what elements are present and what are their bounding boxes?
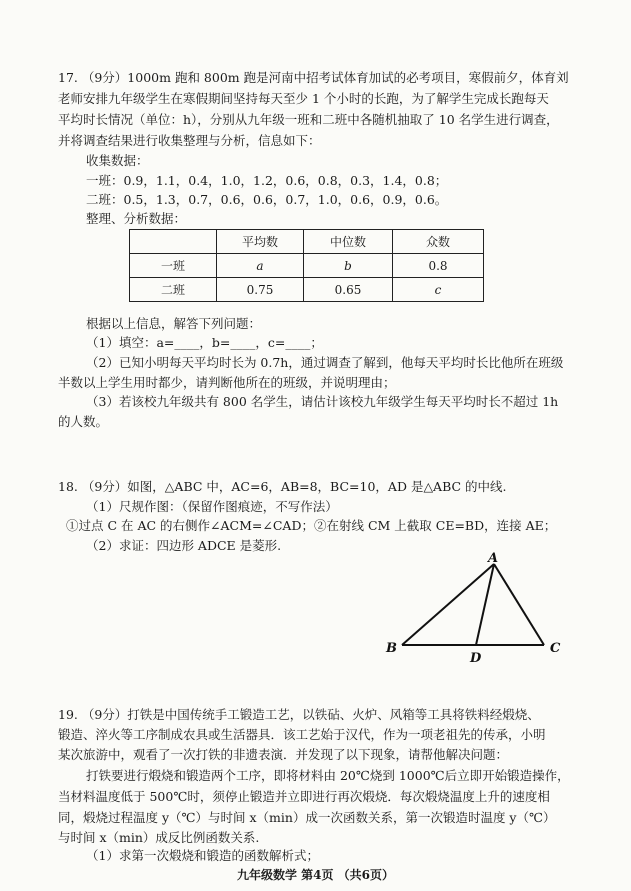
q19-line-7: 与时间 x（min）成反比例函数关系. <box>58 830 260 845</box>
vertex-label-a: A <box>488 552 499 566</box>
table-header-cell <box>130 230 217 254</box>
table-cell: a <box>217 254 304 278</box>
q17-line-4: 并将调查结果进行收集整理与分析，信息如下： <box>58 133 321 148</box>
segment-ac <box>494 564 544 645</box>
q17-analyze-label: 整理、分析数据： <box>86 211 187 226</box>
vertex-label-b: B <box>386 641 397 656</box>
q18-line-4: （2）求证：四边形 ADCE 是菱形. <box>86 538 282 553</box>
q17-sub-1: （1）填空：a=____，b=____，c=____； <box>86 335 323 350</box>
table-cell: b <box>304 254 393 278</box>
q19-line-4: 打铁要进行煅烧和锻造两个工序，即将材料由 20℃烧到 1000℃后立即开始锻造操作， <box>86 768 570 783</box>
q19-line-2: 锻造、淬火等工序制成农具或生活器具．该工艺始于汉代，作为一项老祖先的传承，小明 <box>58 727 546 742</box>
table-header-cell: 平均数 <box>217 230 304 254</box>
q19-line-1: 19. （9分）打铁是中国传统手工锻造工艺，以铁砧、火炉、风箱等工具将铁料经煅烧、 <box>58 707 540 722</box>
q18-line-1: 18. （9分）如图，△ABC 中，AC=6，AB=8，BC=10，AD 是△ABC 的中线. <box>58 479 507 494</box>
q17-sub-3b: 的人数。 <box>58 414 109 429</box>
q17-collect-label: 收集数据： <box>86 153 149 168</box>
segment-ab <box>402 564 494 645</box>
table-cell: 0.8 <box>393 254 484 278</box>
q17-line-3: 平均时长情况（单位：h），分别从九年级一班和二班中各随机抽取了 10 名学生进行调查， <box>58 112 559 127</box>
table-cell: 二班 <box>130 278 217 302</box>
q17-sub-2a: （2）已知小明每天平均时长为 0.7h，通过调查了解到，他每天平均时长比他所在班级 <box>86 355 564 370</box>
q17-sub-2b: 半数以上学生用时都少，请判断他所在的班级，并说明理由； <box>58 375 396 390</box>
q17-class1-data: 一班：0.9，1.1，0.4，1.0，1.2，0.6，0.8，0.3，1.4，0.8； <box>86 173 448 188</box>
q18-line-3: ①过点 C 在 AC 的右侧作∠ACM=∠CAD；②在射线 CM 上截取 CE=BD，连接 AE； <box>66 518 557 533</box>
q17-line-2: 老师安排九年级学生在寒假期间坚持每天至少 1 个小时的长跑，为了解学生完成长跑每天 <box>58 91 549 106</box>
vertex-label-c: C <box>550 641 561 656</box>
q19-line-6: 同，煅烧过程温度 y（℃）与时间 x（min）成一次函数关系，第一次锻造时温度 y（℃） <box>58 810 556 825</box>
table-cell: 0.75 <box>217 278 304 302</box>
q19-line-8: （1）求第一次煅烧和锻造的函数解析式； <box>86 848 319 863</box>
q17-line-1: 17. （9分）1000m 跑和 800m 跑是河南中招考试体育加试的必考项目，寒假前夕，体育刘 <box>58 70 569 85</box>
statistics-table <box>129 229 484 302</box>
q17-after-text: 根据以上信息，解答下列问题： <box>86 316 262 331</box>
q17-class2-data: 二班：0.5，1.3，0.7，0.6，0.6，0.7，1.0，0.6，0.9，0.6。 <box>86 192 448 207</box>
table-header-cell: 中位数 <box>304 230 393 254</box>
table-cell: 0.65 <box>304 278 393 302</box>
table-row <box>130 278 484 302</box>
page-footer: 九年级数学 第4页 （共6页） <box>236 868 395 882</box>
q18-line-2: （1）尺规作图：（保留作图痕迹，不写作法） <box>86 499 338 514</box>
q19-line-3: 某次旅游中，观看了一次打铁的非遗表演．并发现了以下现象，请帮他解决问题： <box>58 747 509 762</box>
table-cell: c <box>393 278 484 302</box>
table-header-row <box>130 230 484 254</box>
triangle-figure <box>380 552 580 667</box>
q19-line-5: 当材料温度低于 500℃时，须停止锻造并立即进行再次煅烧．每次煅烧温度上升的速度相 <box>58 789 550 804</box>
q17-sub-3a: （3）若该校九年级共有 800 名学生，请估计该校九年级学生每天平均时长不超过 1h <box>86 394 559 409</box>
table-row <box>130 254 484 278</box>
table-cell: 一班 <box>130 254 217 278</box>
vertex-label-d: D <box>470 651 482 666</box>
table-header-cell: 众数 <box>393 230 484 254</box>
